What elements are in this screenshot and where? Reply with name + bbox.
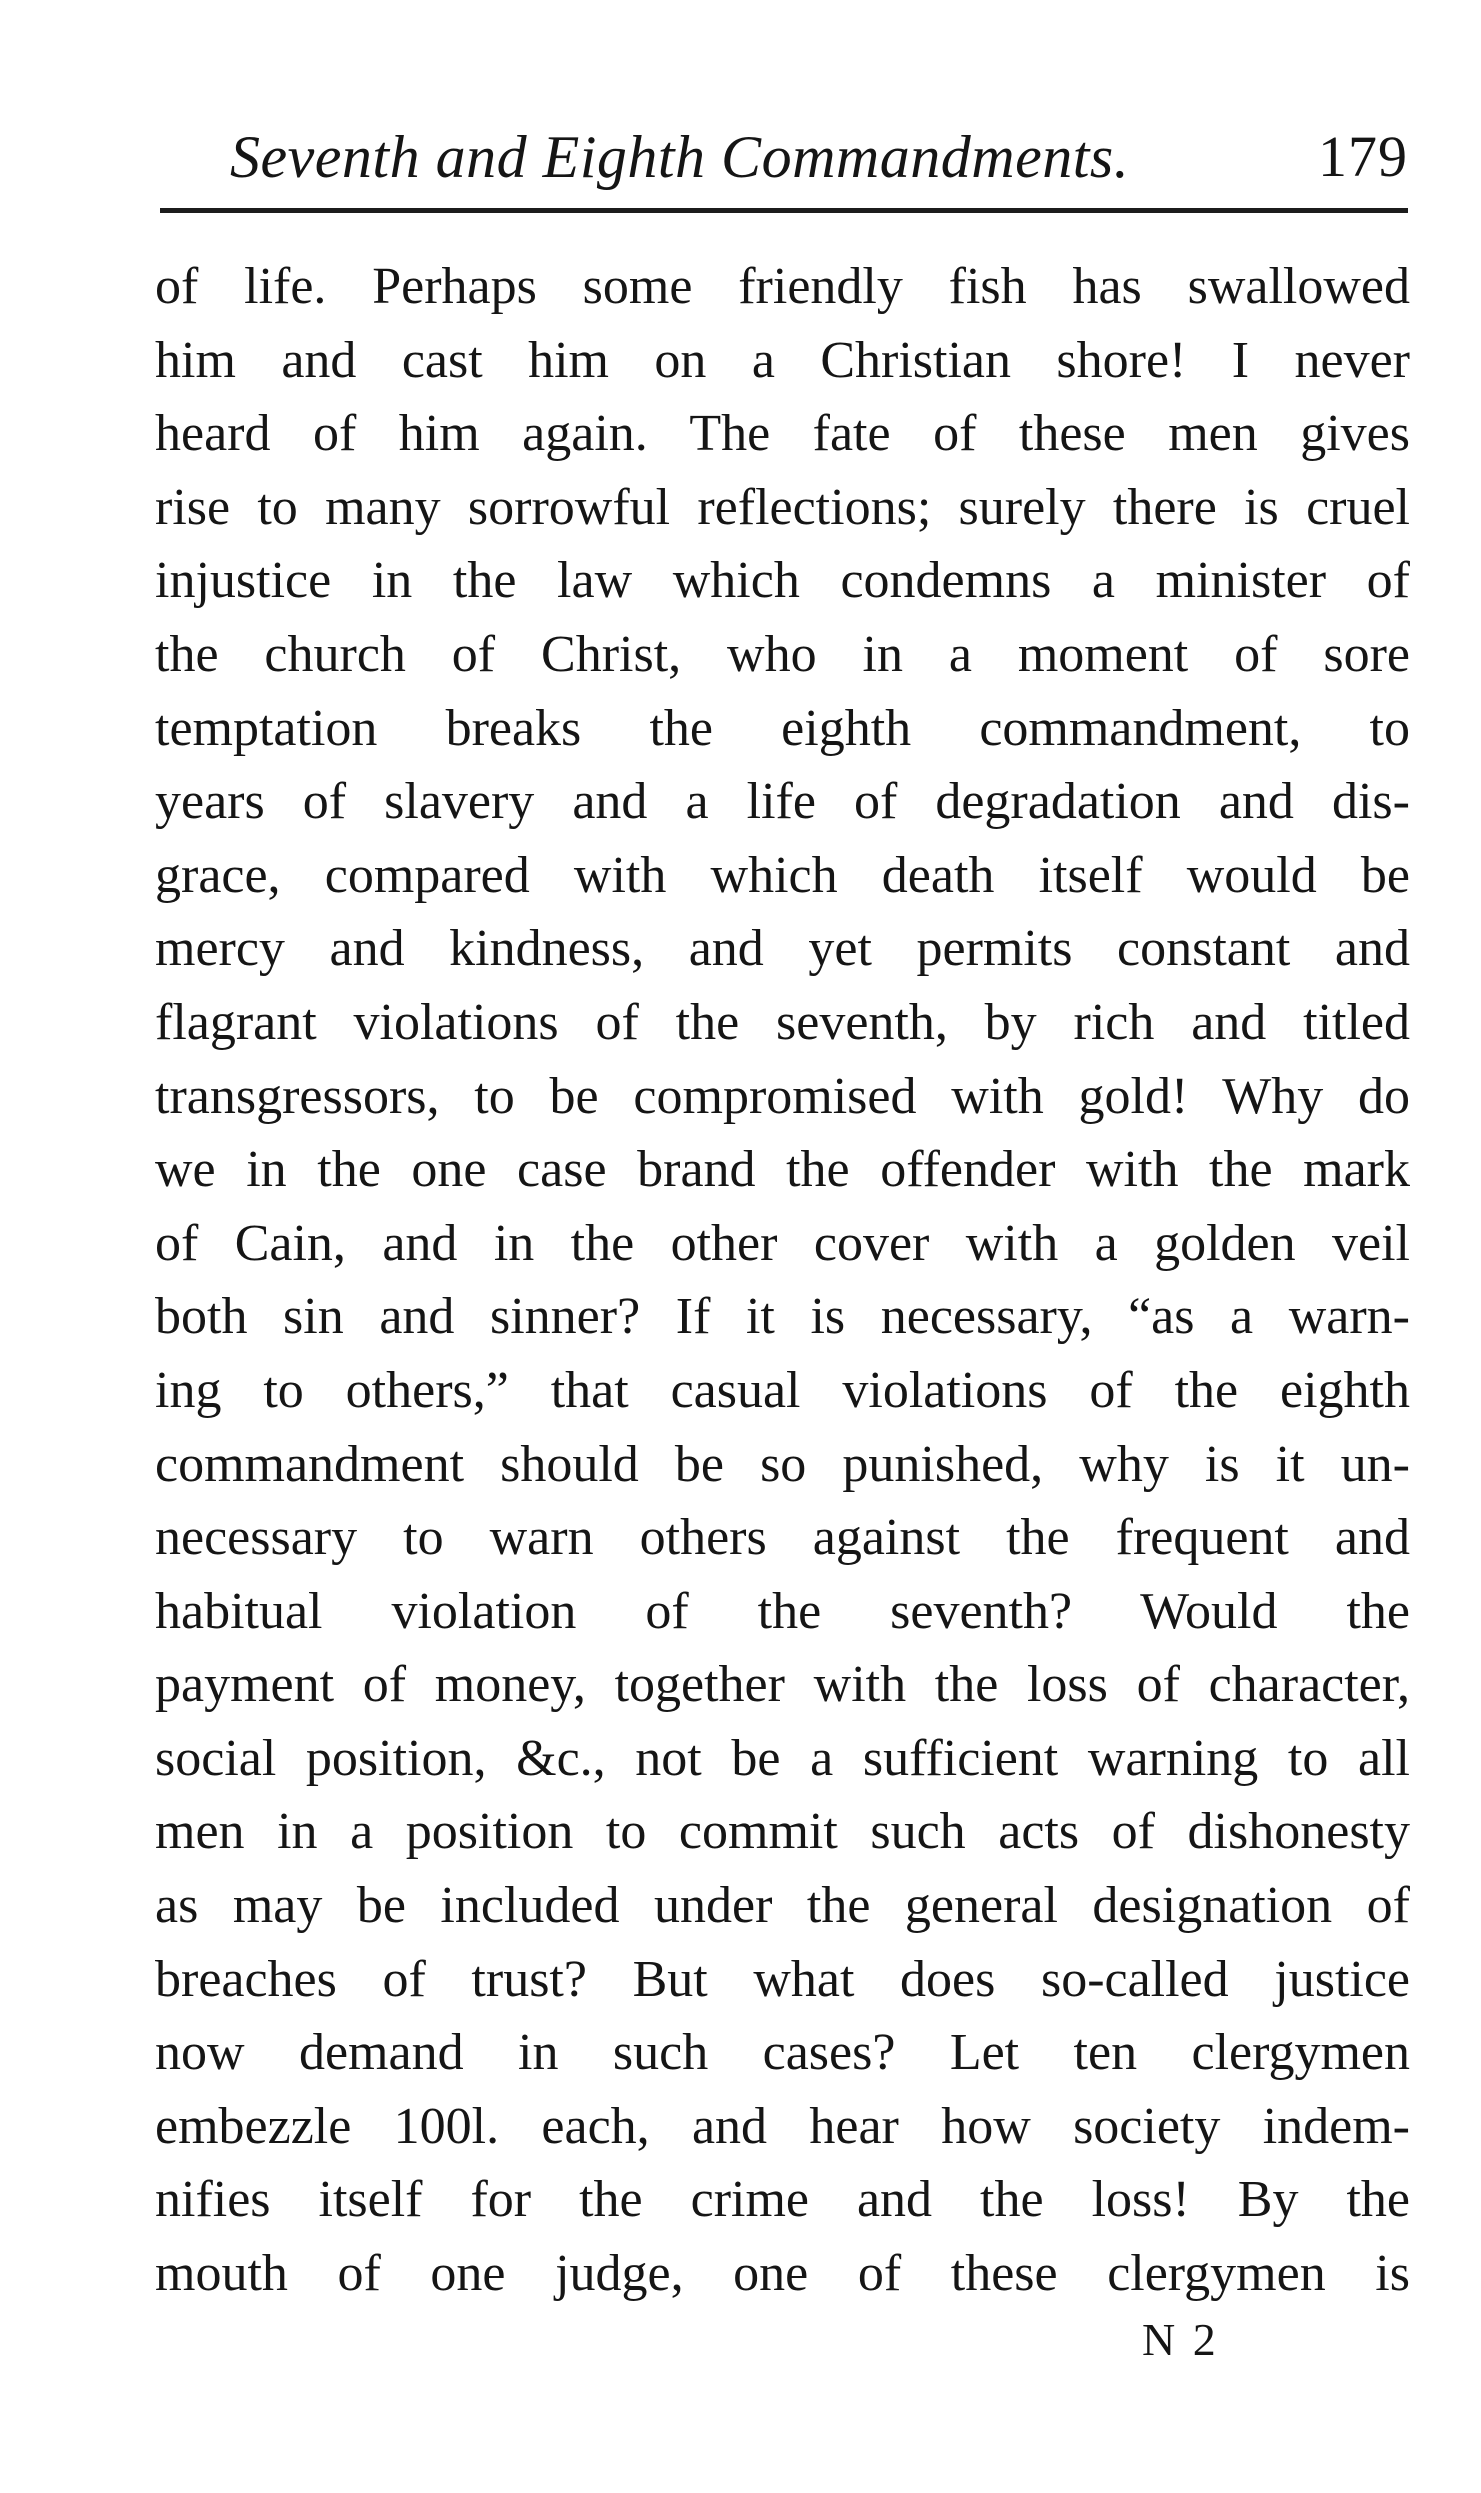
- body-text: [155, 250, 1410, 2311]
- text-line: both sin and sinner? If it is necessary, “as a warn-: [155, 1288, 1410, 1346]
- text-line: flagrant violations of the seventh, by rich and titled: [155, 993, 1410, 1051]
- text-line: social position, &c., not be a sufficient warning to all: [155, 1729, 1410, 1787]
- text-line: him and cast him on a Christian shore! I never: [155, 331, 1410, 389]
- text-line: as may be included under the general designation of: [155, 1877, 1410, 1935]
- text-line: mouth of one judge, one of these clergymen is: [155, 2245, 1410, 2303]
- text-line: the church of Christ, who in a moment of sore: [155, 625, 1410, 683]
- text-line: habitual violation of the seventh? Would the: [155, 1582, 1410, 1640]
- text-line: embezzle 100l. each, and hear how society indem-: [155, 2097, 1410, 2155]
- text-line: mercy and kindness, and yet permits constant and: [155, 920, 1410, 978]
- signature-mark: N 2: [1142, 2314, 1219, 2365]
- text-line: of Cain, and in the other cover with a golden veil: [155, 1214, 1410, 1272]
- text-line: we in the one case brand the offender with the mark: [155, 1141, 1410, 1199]
- text-line: necessary to warn others against the frequent and: [155, 1509, 1410, 1567]
- text-line: years of slavery and a life of degradation and dis-: [155, 773, 1410, 831]
- text-line: now demand in such cases? Let ten clergymen: [155, 2024, 1410, 2082]
- text-line: grace, compared with which death itself would be: [155, 846, 1410, 904]
- header-rule: [160, 208, 1408, 213]
- text-line: heard of him again. The fate of these men gives: [155, 405, 1410, 463]
- page-number: 179: [1318, 124, 1408, 189]
- page-header: [230, 112, 1408, 202]
- text-line: payment of money, together with the loss of character,: [155, 1656, 1410, 1714]
- running-title: Seventh and Eighth Commandments.: [230, 124, 1130, 190]
- text-line: of life. Perhaps some friendly fish has swallowed: [155, 258, 1410, 315]
- text-line: nifies itself for the crime and the loss! By the: [155, 2171, 1410, 2229]
- text-line: transgressors, to be compromised with gold! Why do: [155, 1067, 1410, 1125]
- text-line: ing to others,” that casual violations of the eighth: [155, 1361, 1410, 1419]
- text-line: commandment should be so punished, why is it un-: [155, 1435, 1410, 1493]
- text-line: injustice in the law which condemns a minister of: [155, 552, 1410, 610]
- text-line: rise to many sorrowful reflections; surely there is cruel: [155, 478, 1410, 536]
- text-line: men in a position to commit such acts of dishonesty: [155, 1803, 1410, 1861]
- text-line: breaches of trust? But what does so-called justice: [155, 1950, 1410, 2008]
- text-line: temptation breaks the eighth commandment, to: [155, 699, 1410, 757]
